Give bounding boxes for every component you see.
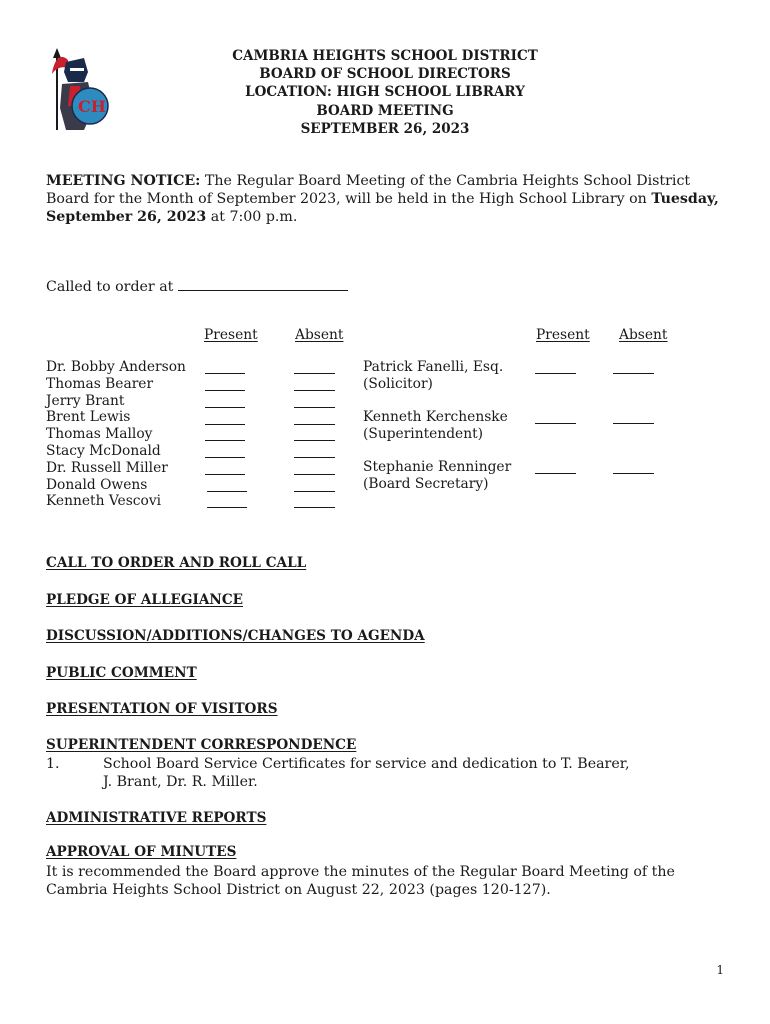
staff-entry-superintendent	[363, 409, 508, 443]
section-admin-reports: ADMINISTRATIVE REPORTS	[46, 810, 267, 826]
present-blank[interactable]	[205, 457, 245, 458]
present-header-left: Present	[204, 327, 258, 343]
meeting-type: BOARD MEETING	[316, 102, 454, 119]
staff-present-blank[interactable]	[535, 423, 576, 424]
section-discussion: DISCUSSION/ADDITIONS/CHANGES TO AGENDA	[46, 628, 425, 644]
staff-absent-blank[interactable]	[613, 473, 654, 474]
absent-blank[interactable]	[294, 440, 335, 441]
staff-role: (Board Secretary)	[363, 475, 489, 492]
staff-absent-blank[interactable]	[613, 423, 654, 424]
staff-role: (Superintendent)	[363, 425, 484, 442]
present-blank[interactable]	[205, 407, 245, 408]
section-visitors: PRESENTATION OF VISITORS	[46, 701, 278, 717]
item-text-line: School Board Service Certificates for service and dedication to T. Bearer,	[103, 756, 630, 772]
board-member: Kenneth Vescovi	[46, 493, 162, 510]
staff-entry-secretary	[363, 459, 511, 493]
absent-blank[interactable]	[294, 407, 335, 408]
called-to-order-blank[interactable]	[178, 276, 348, 291]
absent-blank[interactable]	[294, 390, 335, 391]
staff-present-blank[interactable]	[535, 473, 576, 474]
staff-name: Kenneth Kerchenske	[363, 409, 508, 425]
board-member: Jerry Brant	[46, 392, 125, 409]
absent-blank[interactable]	[294, 373, 335, 374]
logo-text: CH	[78, 97, 106, 116]
section-call-to-order: CALL TO ORDER AND ROLL CALL	[46, 555, 307, 571]
staff-entry-solicitor	[363, 359, 503, 393]
board-member: Donald Owens	[46, 476, 148, 493]
notice-text: The Regular Board Meeting of the Cambria Heights School District Board for the Month of September 2023, will be held in the High School Library on	[46, 173, 691, 207]
staff-absent-blank[interactable]	[613, 373, 654, 374]
staff-role: (Solicitor)	[363, 375, 433, 392]
present-blank[interactable]	[205, 474, 245, 475]
absent-blank[interactable]	[294, 474, 335, 475]
board-member-list	[46, 359, 186, 510]
present-blank[interactable]	[205, 440, 245, 441]
present-blank[interactable]	[205, 424, 245, 425]
board-member: Dr. Bobby Anderson	[46, 359, 186, 375]
board-member: Stacy McDonald	[46, 442, 161, 459]
board-member: Dr. Russell Miller	[46, 459, 168, 476]
district-name: CAMBRIA HEIGHTS SCHOOL DISTRICT	[232, 48, 538, 64]
present-blank[interactable]	[205, 373, 245, 374]
meeting-location: LOCATION: HIGH SCHOOL LIBRARY	[245, 84, 525, 101]
absent-blank[interactable]	[294, 507, 335, 508]
called-to-order-label: Called to order at	[46, 279, 174, 295]
notice-date: Tuesday, September 26, 2023	[46, 191, 719, 225]
notice-time: at 7:00 p.m.	[206, 209, 298, 225]
meeting-notice	[46, 172, 726, 226]
staff-present-blank[interactable]	[535, 373, 576, 374]
section-public-comment: PUBLIC COMMENT	[46, 665, 197, 681]
notice-label: MEETING NOTICE:	[46, 173, 201, 189]
staff-name: Stephanie Renninger	[363, 459, 512, 475]
section-superintendent: SUPERINTENDENT CORRESPONDENCE	[46, 737, 357, 753]
board-name: BOARD OF SCHOOL DIRECTORS	[259, 66, 511, 83]
absent-header-right: Absent	[619, 327, 668, 343]
called-to-order	[46, 276, 348, 296]
document-header	[0, 47, 770, 138]
page-number: 1	[716, 963, 724, 977]
present-blank[interactable]	[205, 390, 245, 391]
meeting-date: SEPTEMBER 26, 2023	[300, 120, 470, 137]
present-blank[interactable]	[207, 507, 247, 508]
minutes-text: It is recommended the Board approve the minutes of the Regular Board Meeting of the Cambria Heights School District on August 22, 2023 (pages 120-127).	[46, 864, 675, 898]
section-minutes: APPROVAL OF MINUTES	[46, 844, 237, 860]
present-header-right: Present	[536, 327, 590, 343]
item-number: 1.	[46, 756, 60, 772]
present-blank[interactable]	[207, 491, 247, 492]
absent-header-left: Absent	[295, 327, 344, 343]
absent-blank[interactable]	[294, 457, 335, 458]
board-member: Thomas Bearer	[46, 375, 154, 392]
item-text-line: J. Brant, Dr. R. Miller.	[103, 774, 258, 790]
board-member: Brent Lewis	[46, 409, 131, 426]
board-member: Thomas Malloy	[46, 426, 153, 443]
absent-blank[interactable]	[294, 424, 335, 425]
item-text	[103, 755, 703, 791]
staff-name: Patrick Fanelli, Esq.	[363, 359, 504, 375]
section-pledge: PLEDGE OF ALLEGIANCE	[46, 592, 244, 608]
absent-blank[interactable]	[294, 491, 335, 492]
